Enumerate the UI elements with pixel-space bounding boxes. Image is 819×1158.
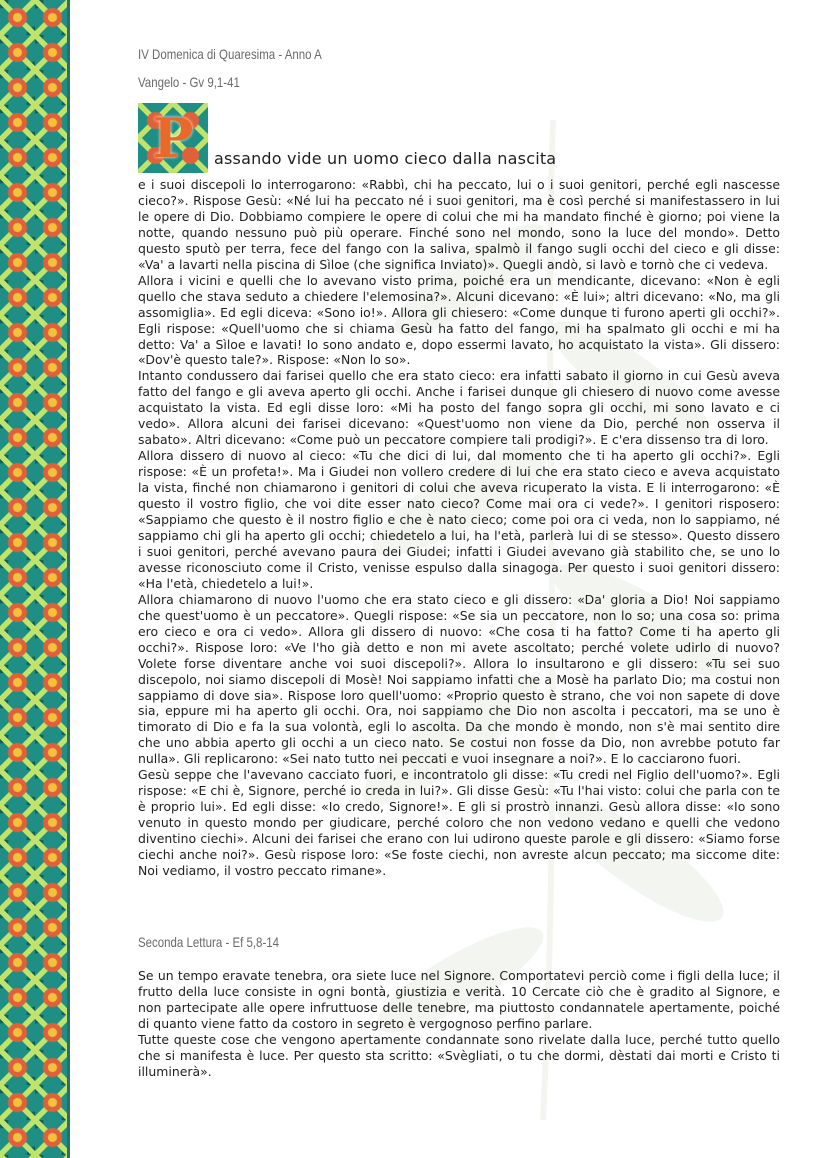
gospel-paragraph: Allora dissero di nuovo al cieco: «Tu che dici di lui, dal momento che ti ha aperto gli occhi?». Egli rispose: «È un profeta!». Ma i Giudei non vollero credere di lui che era stato cieco e aveva acquistato la vista, finché non chiamarono i genitori di colui che aveva ricuperato la vista. E li interrogarono: «È questo il vostro figlio, che voi dite esser nato cieco? Come mai ora ci vede?». I genitori risposero: «Sappiamo che questo è il nostro figlio e che è nato cieco; come poi ora ci veda, non lo sappiamo, né sappiamo chi gli ha aperto gli occhi; chiedetelo a lui, ha l'età, parlerà lui di se stesso». Questo dissero i suoi genitori, perché avevano paura dei Giudei; infatti i Giudei avevano già stabilito che, se uno lo avesse riconosciuto come il Cristo, venisse espulso dalla sinagoga. Per questo i suoi genitori dissero: «Ha l'età, chiedetelo a lui!».	[138, 448, 780, 591]
reading-paragraph: Tutte queste cose che vengono apertamente condannate sono rivelate dalla luce, perché tutto quello che si manifesta è luce. Per questo sta scritto: «Svègliati, o tu che dormi, dèstati dai morti e Cristo ti illuminerà».	[138, 1031, 780, 1079]
second-reading-title: Seconda Lettura - Ef 5,8-14	[138, 934, 280, 950]
gospel-paragraph: e i suoi discepoli lo interrogarono: «Rabbì, chi ha peccato, lui o i suoi genitori, perché egli nascesse cieco?». Rispose Gesù: «Né lui ha peccato né i suoi genitori, ma è così perché si manifestassero in lui le opere di Dio. Dobbiamo compiere le opere di colui che mi ha mandato finché è giorno; poi viene la notte, quando nessuno può più operare. Finché sono nel mondo, sono la luce del mondo». Detto questo sputò per terra, fece del fango con la saliva, spalmò il fango sugli occhi del cieco e gli disse: «Va' a lavarti nella piscina di Sìloe (che significa Inviato)». Quegli andò, si lavò e tornò che ci vedeva.	[138, 177, 780, 272]
second-reading-text	[138, 968, 780, 1080]
reading-paragraph: Se un tempo eravate tenebra, ora siete luce nel Signore. Comportatevi perciò come i figli della luce; il frutto della luce consiste in ogni bontà, giustizia e verità. 10 Cercate ciò che è gradito al Signore, e non partecipate alle opere infruttuose delle tenebre, ma piuttosto condannatele apertamente, poiché di quanto viene fatto da costoro in segreto è vergognoso perfino parlare.	[138, 968, 780, 1031]
drop-cap-letter: P	[152, 106, 194, 170]
gospel-text	[138, 177, 780, 879]
drop-cap	[138, 103, 208, 173]
gospel-paragraph: Intanto condussero dai farisei quello che era stato cieco: era infatti sabato il giorno in cui Gesù aveva fatto del fango e gli aveva aperto gli occhi. Anche i farisei dunque gli chiesero di nuovo come avesse acquistato la vista. Ed egli disse loro: «Mi ha posto del fango sopra gli occhi, mi sono lavato e ci vedo». Allora alcuni dei farisei dicevano: «Quest'uomo non viene da Dio, perché non osserva il sabato». Altri dicevano: «Come può un peccatore compiere tali prodigi?». E c'era dissenso tra di loro.	[138, 368, 780, 448]
gospel-reference: Vangelo - Gv 9,1-41	[138, 74, 240, 90]
gospel-paragraph: Allora chiamarono di nuovo l'uomo che era stato cieco e gli dissero: «Da' gloria a Dio! Noi sappiamo che quest'uomo è un peccatore». Quegli rispose: «Se sia un peccatore, non lo so; una cosa so: prima ero cieco e ora ci vedo». Allora gli dissero di nuovo: «Che cosa ti ha fatto? Come ti ha aperto gli occhi?». Rispose loro: «Ve l'ho già detto e non mi avete ascoltato; perché volete udirlo di nuovo? Volete forse diventare anche voi suoi discepoli?». Allora lo insultarono e gli dissero: «Tu sei suo discepolo, noi siamo discepoli di Mosè! Noi sappiamo infatti che a Mosè ha parlato Dio; ma costui non sappiamo di dove sia». Rispose loro quell'uomo: «Proprio questo è strano, che voi non sapete di dove sia, eppure mi ha aperto gli occhi. Ora, noi sappiamo che Dio non ascolta i peccatori, ma se uno è timorato di Dio e fa la sua volontà, egli lo ascolta. Da che mondo è mondo, non s'è mai sentito dire che uno abbia aperto gli occhi a un cieco nato. Se costui non fosse da Dio, non avrebbe potuto far nulla». Gli replicarono: «Sei nato tutto nei peccati e vuoi insegnare a noi?». E lo cacciarono fuori.	[138, 591, 780, 767]
decorative-border	[0, 0, 70, 1158]
gospel-first-line: assando vide un uomo cieco dalla nascita	[214, 149, 557, 168]
gospel-paragraph: Allora i vicini e quelli che lo avevano visto prima, poiché era un mendicante, dicevano: «Non è egli quello che stava seduto a chiedere l'elemosina?». Alcuni dicevano: «È lui»; altri dicevano: «No, ma gli assomiglia». Ed egli diceva: «Sono io!». Allora gli chiesero: «Come dunque ti furono aperti gli occhi?». Egli rispose: «Quell'uomo che si chiama Gesù ha fatto del fango, mi ha spalmato gli occhi e mi ha detto: Va' a Sìloe e lavati! Io sono andato e, dopo essermi lavato, ho acquistato la vista». Gli dissero: «Dov'è questo tale?». Rispose: «Non lo so».	[138, 272, 780, 368]
liturgy-heading: IV Domenica di Quaresima - Anno A	[138, 46, 322, 62]
gospel-paragraph: Gesù seppe che l'avevano cacciato fuori, e incontratolo gli disse: «Tu credi nel Figlio dell'uomo?». Egli rispose: «E chi è, Signore, perché io creda in lui?». Gli disse Gesù: «Tu l'hai visto: colui che parla con te è proprio lui». Ed egli disse: «Io credo, Signore!». E gli si prostrò innanzi. Gesù allora disse: «Io sono venuto in questo mondo per giudicare, perché coloro che non vedono vedano e quelli che vedono diventino ciechi». Alcuni dei farisei che erano con lui udirono queste parole e gli dissero: «Siamo forse ciechi anche noi?». Gesù rispose loro: «Se foste ciechi, non avreste alcun peccato; ma siccome dite: Noi vediamo, il vostro peccato rimane».	[138, 767, 780, 878]
